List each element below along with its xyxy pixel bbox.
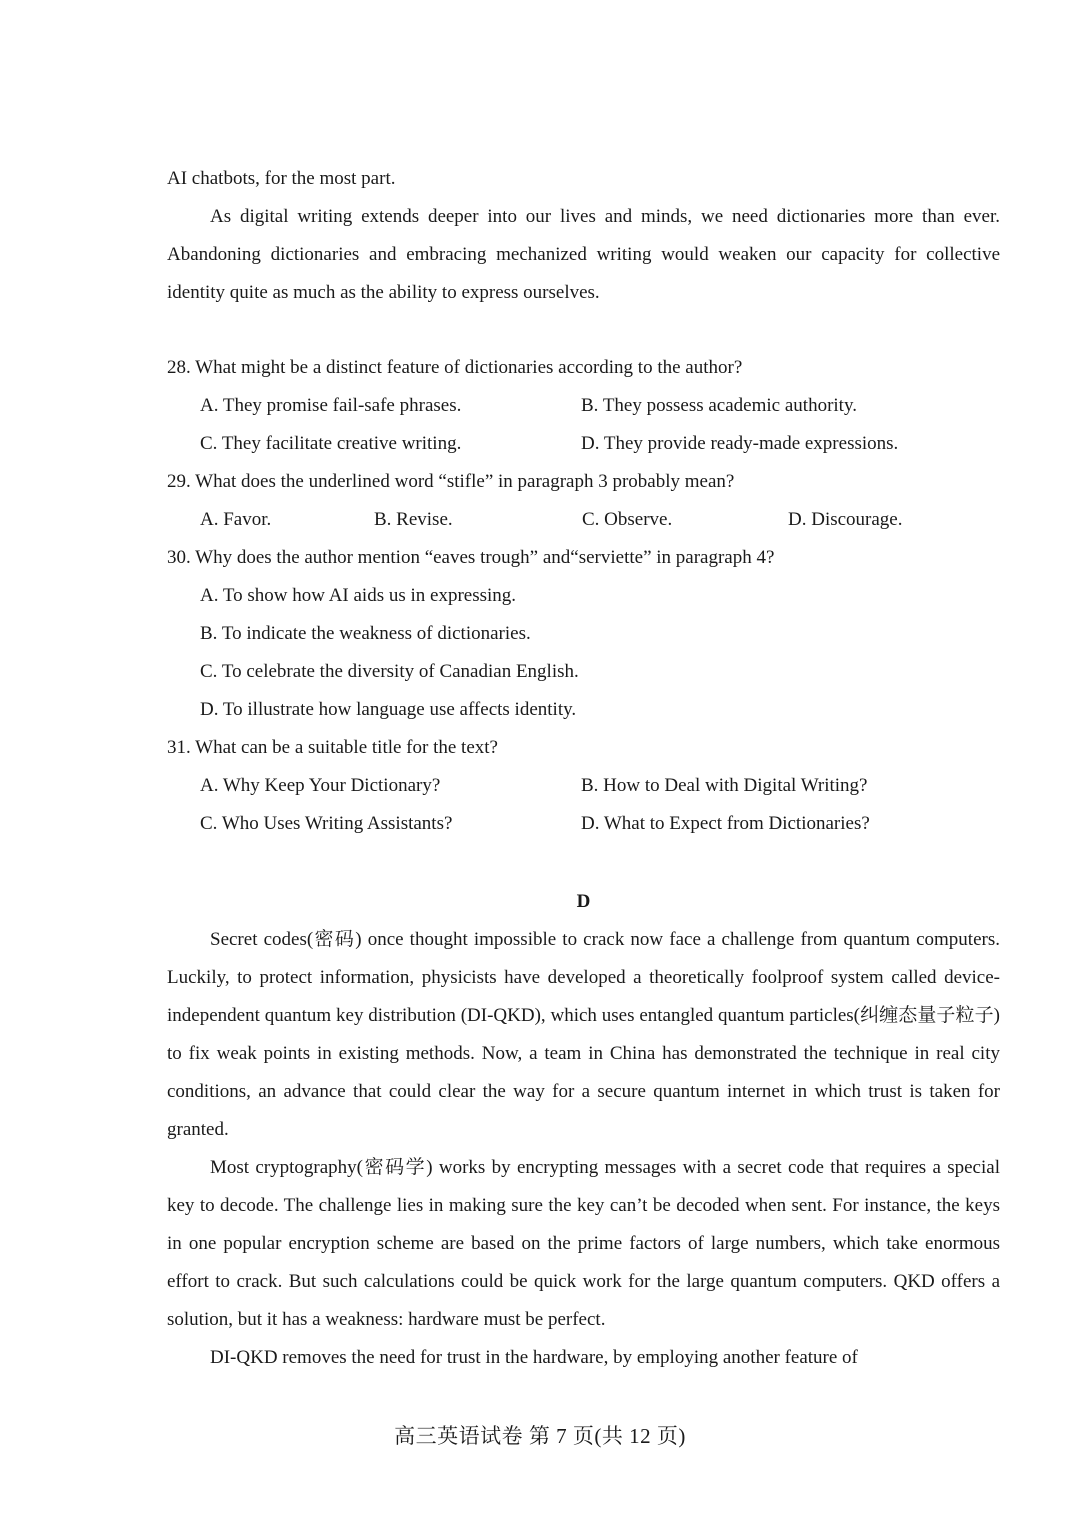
option-b: B. To indicate the weakness of dictionaries. (200, 623, 531, 644)
answer-options (167, 501, 1000, 539)
page-footer: 高三英语试卷 第 7 页(共 12 页) (394, 1424, 686, 1448)
passage-c-final-paragraph: As digital writing extends deeper into our lives and minds, we need dictionaries more than ever. Abandoning dictionaries and embracing mechanized writing would weaken our capacity for collective identity quite as much as the ability to express ourselves. (167, 206, 1000, 303)
answer-options (167, 387, 1000, 463)
option-b: B. Revise. (374, 509, 453, 530)
section-d-paragraph-2: Most cryptography(密码学) works by encrypting messages with a secret code that requires a special key to decode. The challenge lies in making sure the key can’t be decoded when sent. For instance, the keys in one popular encryption scheme are based on the prime factors of large numbers, which take enormous effort to crack. But such calculations could be quick work for the large quantum computers. QKD offers a solution, but it has a weakness: hardware must be perfect. (167, 1157, 1000, 1330)
option-d: D. They provide ready-made expressions. (581, 433, 899, 454)
question-stem: 29. What does the underlined word “stifle” in paragraph 3 probably mean? (167, 471, 735, 492)
spacer (167, 843, 1000, 883)
section-d-paragraph-3: DI-QKD removes the need for trust in the hardware, by employing another feature of (210, 1347, 858, 1368)
question-stem: 31. What can be a suitable title for the text? (167, 737, 498, 758)
option-c: C. They facilitate creative writing. (200, 433, 462, 454)
question-stem: 28. What might be a distinct feature of dictionaries according to the author? (167, 357, 743, 378)
option-d: D. What to Expect from Dictionaries? (581, 813, 870, 834)
option-c: C. Who Uses Writing Assistants? (200, 813, 453, 834)
answer-options (167, 577, 1000, 729)
option-c: C. Observe. (582, 509, 673, 530)
section-d-paragraph-1: Secret codes(密码) once thought impossible to crack now face a challenge from quantum computers. Luckily, to protect information, physicists have developed a theoretically foolproof system called device-independent quantum key distribution (DI-QKD), which uses entangled quantum particles(纠缠态量子粒子) to fix weak points in existing methods. Now, a team in China has demonstrated the technique in real city conditions, an advance that could clear the way for a secure quantum internet in which trust is taken for granted. (167, 929, 1000, 1140)
question-28 (167, 349, 1000, 463)
section-d-title: D (576, 891, 591, 912)
option-c: C. To celebrate the diversity of Canadian English. (200, 661, 579, 682)
option-b: B. How to Deal with Digital Writing? (581, 775, 868, 796)
answer-options (167, 767, 1000, 843)
option-a: A. Why Keep Your Dictionary? (200, 775, 441, 796)
page-content (167, 160, 1000, 1377)
option-d: D. Discourage. (788, 509, 903, 530)
question-30 (167, 539, 1000, 729)
option-d: D. To illustrate how language use affects identity. (200, 699, 577, 720)
question-31 (167, 729, 1000, 843)
question-29 (167, 463, 1000, 539)
passage-c-closing-line: AI chatbots, for the most part. (167, 168, 396, 189)
option-b: B. They possess academic authority. (581, 395, 857, 416)
option-a: A. They promise fail-safe phrases. (200, 395, 462, 416)
spacer (167, 312, 1000, 349)
option-a: A. To show how AI aids us in expressing. (200, 585, 517, 606)
option-a: A. Favor. (200, 509, 272, 530)
question-stem: 30. Why does the author mention “eaves trough” and“serviette” in paragraph 4? (167, 547, 775, 568)
